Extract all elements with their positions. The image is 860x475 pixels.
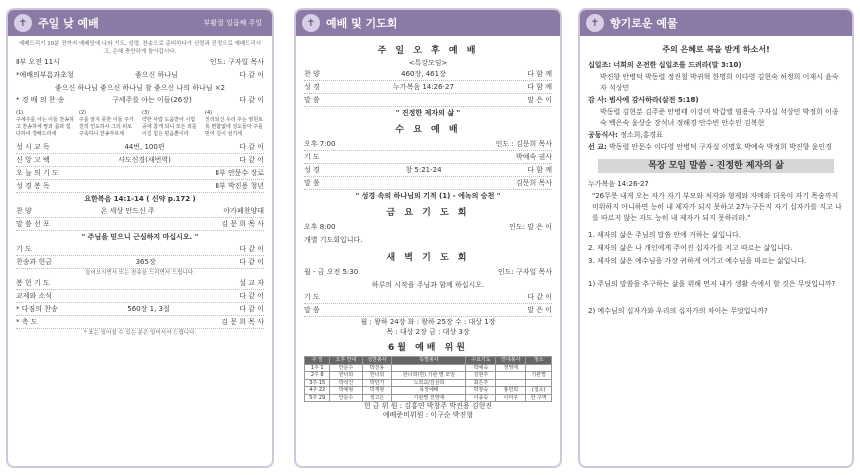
table-cell: 기관별 <box>526 372 552 380</box>
point-2: 2. 제자의 삶은 나 개인에게 주어진 십자가를 지고 따르는 삶입니다. <box>588 244 793 252</box>
mission-label: 선 교: <box>588 143 607 151</box>
table-cell: 3주 15 <box>305 379 330 387</box>
table-cell <box>526 364 552 372</box>
table-row <box>305 372 552 380</box>
order-row <box>304 81 552 94</box>
order-row <box>16 277 264 290</box>
table-cell: 4주 22 <box>305 387 330 395</box>
table-cell: 2주 8 <box>305 372 330 380</box>
item-detail: 44번, 100편 <box>124 143 165 151</box>
prep-committee: 예배준비위원 : 이구순 박진형 <box>382 411 474 419</box>
table-header: 주 일 <box>305 357 330 365</box>
church-logo-icon: ✝ <box>586 14 604 32</box>
panel-title: 예배 및 기도회 <box>326 17 398 30</box>
panel-title: 주일 낮 예배 <box>38 17 99 30</box>
item-by: 말 은 이 <box>527 96 552 104</box>
order-row <box>304 151 552 164</box>
hymn-label: * 경 배 의 찬 송 <box>16 96 65 104</box>
item-label: 찬송과 헌금 <box>16 258 53 266</box>
table-cell: 한너희 <box>330 372 362 380</box>
item-detail: 365장 <box>135 258 156 266</box>
item-by: 다 같 이 <box>239 156 264 164</box>
dawn-schedule-2: 목 : 대상 2장 금 : 대상 3장 <box>386 328 470 336</box>
mission-names: 박동렬 안문수 이다영 안병덕 구자실 이명호 박예숙 박정희 박진향 윤인경 <box>609 143 832 151</box>
table-cell: 5주 29 <box>305 394 330 402</box>
table-cell: 이종숙 <box>466 394 496 402</box>
table-header: 특별봉사 <box>392 357 466 365</box>
offering-committee: 헌 금 위 원 : 김홍연 박창주 박진용 김현진 <box>363 402 493 410</box>
order-row <box>16 218 264 231</box>
item-label: 말 씀 선 포 <box>16 220 50 228</box>
table-row <box>305 364 552 372</box>
thanks-names: 박동렬 김현분 김주준 안병태 이강미 박갑엘 염용숙 구자실 석상민 박정희 이종숙 백은숙 윤상순 장석녀 정해경 안수빈 안수인 김복현 <box>600 108 839 127</box>
table-row <box>305 394 552 402</box>
table-cell: 안문수 <box>330 364 362 372</box>
tithe-verse: 너희의 온전한 십일조를 드려라(말 3:10) <box>613 61 742 69</box>
item-label: 말 씀 <box>304 179 320 187</box>
item-label: 성 경 <box>304 166 320 174</box>
item-by: 아가페찬양대 <box>223 207 264 215</box>
table-cell: 박진용 <box>362 364 392 372</box>
order-row <box>16 290 264 303</box>
item-by: 다 함 께 <box>527 166 552 174</box>
item-by: 설 교 자 <box>239 279 264 287</box>
worship-order-panel <box>6 8 274 468</box>
call-song: 좋으신 하나님 <box>135 71 178 79</box>
tithe-label: 십일조: <box>588 61 612 69</box>
scripture-ref: 요한복음 14:1-14 ( 신약 p.172 ) <box>84 195 196 203</box>
offering-headline: 주의 은혜로 복을 받게 하소서! <box>662 45 770 54</box>
question-1: 1) 주님의 말씀을 추구하는 삶을 위해 먼저 내가 생활 속에서 할 것은 무엇입니까? <box>588 280 836 288</box>
item-by: 다 같 이 <box>239 292 264 300</box>
panel-subtitle: 부활절 일곱째 주일 <box>203 19 262 27</box>
sermon-title: " 주님을 믿으니 근심하지 마십시오. " <box>81 233 199 241</box>
item-detail: 누가복음 14:26-27 <box>393 83 454 91</box>
verse-3: (3) 약한 사람 도움받아 시험 중에 참게 되니 모든 죄를 이길 힘은 믿음뿐이라 <box>142 110 197 137</box>
item-label: 교제와 소식 <box>16 292 53 300</box>
table-row <box>305 387 552 395</box>
dawn-note: 하루의 시작을 주님과 함께 하십시오. <box>371 281 485 289</box>
item-detail: 460장, 461장 <box>401 70 446 78</box>
friday-note: 개별 기도회입니다. <box>304 236 363 244</box>
question-2: 2) 예수님의 십자가와 우리의 십자가의 차이는 무엇입니까? <box>588 307 768 315</box>
item-label: 성 경 <box>304 83 320 91</box>
table-header: 성찬봉사 <box>362 357 392 365</box>
table-cell: 박재형 <box>362 387 392 395</box>
order-row <box>16 316 264 329</box>
scripture-text: "26무릇 내게 오는 자가 자기 부모와 처자와 형제와 자매와 더욱이 자기 목숨까지 미워하지 아니하면 능히 내 제자가 되지 못하고 27누구든지 자기 십자가를 지고 나를 따르지 않는 자도 능히 내 제자가 되지 못하리라." <box>592 192 842 222</box>
point-3: 3. 제자의 삶은 예수님을 가장 귀하게 여기고 예수님을 따르는 삶입니다. <box>588 257 807 265</box>
intro-text: 예배드리기 10분 전까지 예배당에 나와 기도, 성령, 찬송으로 준비하다가 신령과 진정으로 예배드리시고, 은혜 충만하게 돌아갑시다. <box>18 41 262 55</box>
verse-1: (1) 구세주를 아는 이들 찬송하고 찬송하세 맘과 몸과 힘 다하여 경배드리세 <box>16 110 74 137</box>
service-leader: 인도: 구자일 목사 <box>209 58 264 66</box>
services-panel <box>294 8 562 468</box>
call-by: 다 같 이 <box>239 71 264 79</box>
service-time: Ⅱ부 오전 11시 <box>16 58 60 66</box>
item-label: 신 앙 고 백 <box>16 156 50 164</box>
table-header: 안내봉사 <box>496 357 526 365</box>
table-cell: 정고은 <box>362 394 392 402</box>
table-cell: 노희교/김삼희 <box>392 379 466 387</box>
item-label: 기 도 <box>16 245 32 253</box>
item-label: 찬 양 <box>304 70 320 78</box>
item-label: 찬 양 <box>16 207 32 215</box>
table-cell: 한 구역 <box>526 394 552 402</box>
item-detail: 560장 1, 3절 <box>127 305 170 313</box>
table-cell: 목장예배 <box>392 387 466 395</box>
item-by: Ⅱ부 안문수 장로 <box>215 169 264 177</box>
dawn-prayer-title: 새 벽 기 도 회 <box>386 253 470 263</box>
offering-note: 들어오시면서 또는 찬송을 드리면서 드립니다. <box>85 270 195 276</box>
order-row <box>16 303 264 316</box>
meal-names: 정소희,홍경표 <box>620 131 663 139</box>
order-row <box>16 141 264 154</box>
table-row <box>305 379 552 387</box>
panel-title: 향기로운 예물 <box>610 17 678 30</box>
dawn-schedule-1: 월 : 왕하 24장 화 : 왕하 25장 수 : 대상 1장 <box>360 318 496 326</box>
table-cell: 박창숙 <box>466 387 496 395</box>
verse-2: (2) 주를 알지 못한 이들 주가 친히 인도하사 그의 피로 구속하니 찬송부르세 <box>79 110 134 137</box>
table-cell: 박예형 <box>330 387 362 395</box>
item-by: 다 같 이 <box>239 143 264 151</box>
order-row <box>304 164 552 177</box>
table-cell: 최은주 <box>466 379 496 387</box>
afternoon-service-title: 주 일 오 후 예 배 <box>377 46 479 56</box>
item-by: 다 함 께 <box>527 83 552 91</box>
table-cell: 1주 1 <box>305 364 330 372</box>
item-label: 봉 헌 기 도 <box>16 279 50 287</box>
item-label: 성 시 교 독 <box>16 143 50 151</box>
item-by: 다 함 께 <box>527 70 552 78</box>
thanks-label: 감 사: <box>588 96 607 104</box>
item-detail: 온 세상 만드신 주 <box>100 207 155 215</box>
item-by: 김 문 희 목 사 <box>221 220 264 228</box>
order-row <box>304 304 552 317</box>
point-1: 1. 제자의 삶은 주님의 말씀 안에 거하는 삶입니다. <box>588 231 741 239</box>
verse-4: (4) 진리되신 우리 주는 영원토록 변함없네 성도들아 주를 믿어 길이 섬기세 <box>205 110 263 137</box>
committee-title: 6월 예배 위원 <box>388 343 468 353</box>
table-cell <box>526 379 552 387</box>
friday-prayer-title: 금 요 기 도 회 <box>386 208 470 218</box>
table-cell: 박예숙 <box>466 364 496 372</box>
item-detail: 사도신경(새번역) <box>118 156 171 164</box>
footnote: * 표는 일어설 수 있는 분은 일어서서 드립니다. <box>83 330 197 336</box>
table-header: 오후 안내 <box>330 357 362 365</box>
order-row <box>304 291 552 304</box>
friday-time: 오후 8:00 <box>304 223 336 231</box>
item-detail: 창 5:21-24 <box>405 166 442 174</box>
dawn-time: 월 - 금 오전 5:30 <box>304 268 359 276</box>
order-row <box>304 177 552 190</box>
hymn-by: 다 같 이 <box>239 96 264 104</box>
item-label: 성 경 봉 독 <box>16 182 50 190</box>
item-label: 말 씀 <box>304 96 320 104</box>
meal-label: 공동식사: <box>588 131 618 139</box>
table-cell: 기관별 전영애 <box>392 394 466 402</box>
wednesday-sermon: " 성경 속의 하나님의 기적 (1) - 에녹의 승천 " <box>355 192 501 200</box>
dawn-leader: 인도: 구자일 목사 <box>497 268 552 276</box>
item-by: 인도 : 김문희 목사 <box>495 140 552 148</box>
wednesday-service-title: 수 요 예 배 <box>395 125 461 135</box>
order-row <box>16 256 264 269</box>
order-row <box>16 243 264 256</box>
table-cell: 김현주 <box>466 372 496 380</box>
item-label: 오 늘 의 기 도 <box>16 169 59 177</box>
item-by: 다 같 이 <box>239 305 264 313</box>
table-cell <box>496 372 526 380</box>
panel-header <box>296 10 560 36</box>
item-by: Ⅱ부 박진용 청년 <box>215 182 264 190</box>
item-label: 기 도 <box>304 293 320 301</box>
order-row <box>304 94 552 107</box>
church-logo-icon: ✝ <box>302 14 320 32</box>
item-by: 말 은 이 <box>527 306 552 314</box>
order-row <box>16 180 264 193</box>
table-cell: 홍민희 <box>496 387 526 395</box>
committee-table <box>304 356 552 402</box>
offerings-panel <box>578 8 854 468</box>
item-label: 오후 7:00 <box>304 140 336 148</box>
table-header: 청소 <box>526 357 552 365</box>
order-row <box>304 138 552 151</box>
afternoon-service-subtitle: <특강모임> <box>408 59 448 67</box>
table-cell: 안문수 <box>330 394 362 402</box>
item-label: * 다짐의 찬송 <box>16 305 58 313</box>
hymn-title: 구세주를 아는 이들(26장) <box>112 96 192 104</box>
friday-leader: 인도: 말 은 이 <box>509 223 552 231</box>
table-cell: 한너희 <box>362 372 392 380</box>
table-cell: 한너희(흰) 기관 별 모임 <box>392 372 466 380</box>
call-to-worship: *예배의부름과초청 <box>16 71 74 79</box>
item-by: 박예숙 권사 <box>515 153 552 161</box>
panel-header <box>8 10 272 36</box>
scripture-ref: 누가복음 14:26-27 <box>588 180 649 188</box>
table-cell: 박석진 <box>330 379 362 387</box>
order-row <box>16 205 264 218</box>
panel-header <box>580 10 852 36</box>
order-row <box>304 68 552 81</box>
item-label: * 축 도 <box>16 318 38 326</box>
order-row <box>16 154 264 167</box>
church-logo-icon: ✝ <box>14 14 32 32</box>
afternoon-sermon: " 진정한 제자의 삶 " <box>395 109 461 117</box>
cell-group-banner: 목장 모임 말씀 - 진정한 제자의 삶 <box>598 159 834 173</box>
call-lyrics: 좋으신 하나님 좋으신 하나님 참 좋으신 나의 하나님 ×2 <box>54 84 226 92</box>
item-label: 말 씀 <box>304 306 320 314</box>
item-by: 김문희 목사 <box>515 179 552 187</box>
table-cell: 박민기 <box>362 379 392 387</box>
hymn-verses <box>16 110 264 138</box>
table-cell <box>496 379 526 387</box>
item-label: 기 도 <box>304 153 320 161</box>
table-header: 수요기도 <box>466 357 496 365</box>
item-by: 김 문 희 목 사 <box>221 318 264 326</box>
tithe-names: 박진향 안병덕 박동렬 정진철 박귀혁 한명희 이다영 김현숙 허정희 이재시 윤숙자 석상민 <box>600 73 839 92</box>
table-cell: 이미주 <box>496 394 526 402</box>
item-by: 다 같 이 <box>239 245 264 253</box>
item-by: 다 같 이 <box>239 258 264 266</box>
table-cell <box>392 364 466 372</box>
table-cell: 정영애 <box>496 364 526 372</box>
table-cell: (청소) <box>526 387 552 395</box>
order-row <box>16 167 264 180</box>
item-by: 다 같 이 <box>527 293 552 301</box>
thanks-verse: 범사에 감사하라(살전 5:18) <box>609 96 699 104</box>
